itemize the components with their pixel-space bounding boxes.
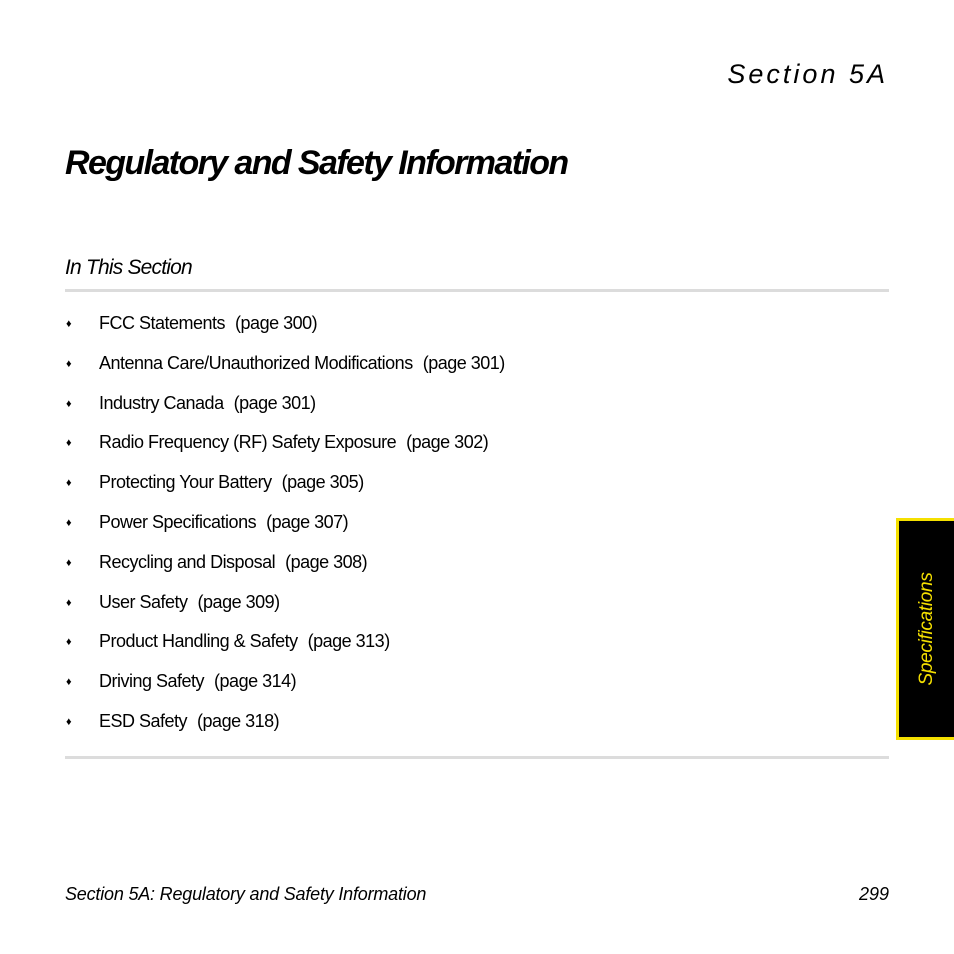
toc-item-page: (page 318) — [197, 710, 280, 731]
toc-item-label: Power Specifications — [99, 511, 257, 532]
toc-bottom-divider — [65, 756, 889, 759]
toc-item[interactable] — [65, 707, 505, 747]
toc-item-page: (page 302) — [406, 432, 489, 453]
toc-item-label: Radio Frequency (RF) Safety Exposure — [99, 432, 397, 453]
section-label: Section 5A — [727, 59, 888, 89]
toc-item-page: (page 308) — [285, 551, 368, 572]
diamond-bullet-icon: ♦ — [66, 516, 72, 529]
diamond-bullet-icon: ♦ — [66, 437, 72, 450]
toc-item-label: Driving Safety — [99, 671, 205, 692]
diamond-bullet-icon: ♦ — [66, 397, 72, 410]
toc-item-label: Product Handling & Safety — [99, 631, 298, 652]
toc-item-label: Recycling and Disposal — [99, 551, 276, 572]
toc-item[interactable] — [65, 548, 505, 588]
toc-item[interactable] — [65, 428, 505, 468]
toc-item-label: Industry Canada — [99, 392, 224, 413]
diamond-bullet-icon: ♦ — [66, 318, 72, 330]
toc-item-label: Antenna Care/Unauthorized Modifications — [99, 352, 413, 373]
toc-item[interactable] — [65, 468, 505, 508]
side-tab-label: Specifications — [915, 572, 937, 686]
toc-item[interactable] — [65, 508, 505, 548]
toc-item[interactable] — [65, 627, 505, 667]
toc-item-page: (page 301) — [422, 352, 505, 373]
toc-item-page: (page 313) — [307, 631, 390, 652]
toc-item[interactable] — [65, 588, 505, 628]
toc-item-page: (page 300) — [235, 313, 318, 333]
toc-item-page: (page 305) — [281, 472, 364, 493]
toc-item[interactable] — [65, 349, 505, 389]
diamond-bullet-icon: ♦ — [66, 556, 72, 569]
footer-section-title: Section 5A: Regulatory and Safety Information — [65, 884, 427, 904]
toc-item-label: User Safety — [99, 591, 188, 612]
toc-item-label: Protecting Your Battery — [99, 472, 272, 493]
toc-item-page: (page 309) — [197, 591, 280, 612]
chapter-side-tab[interactable] — [896, 518, 954, 740]
page-title: Regulatory and Safety Information — [65, 144, 568, 182]
page-number: 299 — [858, 884, 889, 904]
diamond-bullet-icon: ♦ — [66, 596, 72, 609]
toc-item-page: (page 301) — [233, 392, 316, 413]
toc-item-label: ESD Safety — [99, 710, 188, 731]
diamond-bullet-icon: ♦ — [66, 477, 72, 490]
toc-item[interactable] — [65, 389, 505, 429]
toc-item-label: FCC Statements — [99, 313, 226, 333]
diamond-bullet-icon: ♦ — [66, 715, 72, 728]
toc-item[interactable] — [65, 309, 505, 349]
toc-item[interactable] — [65, 667, 505, 707]
toc-list — [65, 309, 505, 747]
diamond-bullet-icon: ♦ — [66, 357, 72, 370]
toc-top-divider — [65, 289, 889, 292]
diamond-bullet-icon: ♦ — [66, 636, 72, 649]
toc-heading: In This Section — [65, 256, 192, 279]
toc-item-page: (page 314) — [214, 671, 297, 692]
toc-item-page: (page 307) — [266, 511, 349, 532]
diamond-bullet-icon: ♦ — [66, 676, 72, 689]
